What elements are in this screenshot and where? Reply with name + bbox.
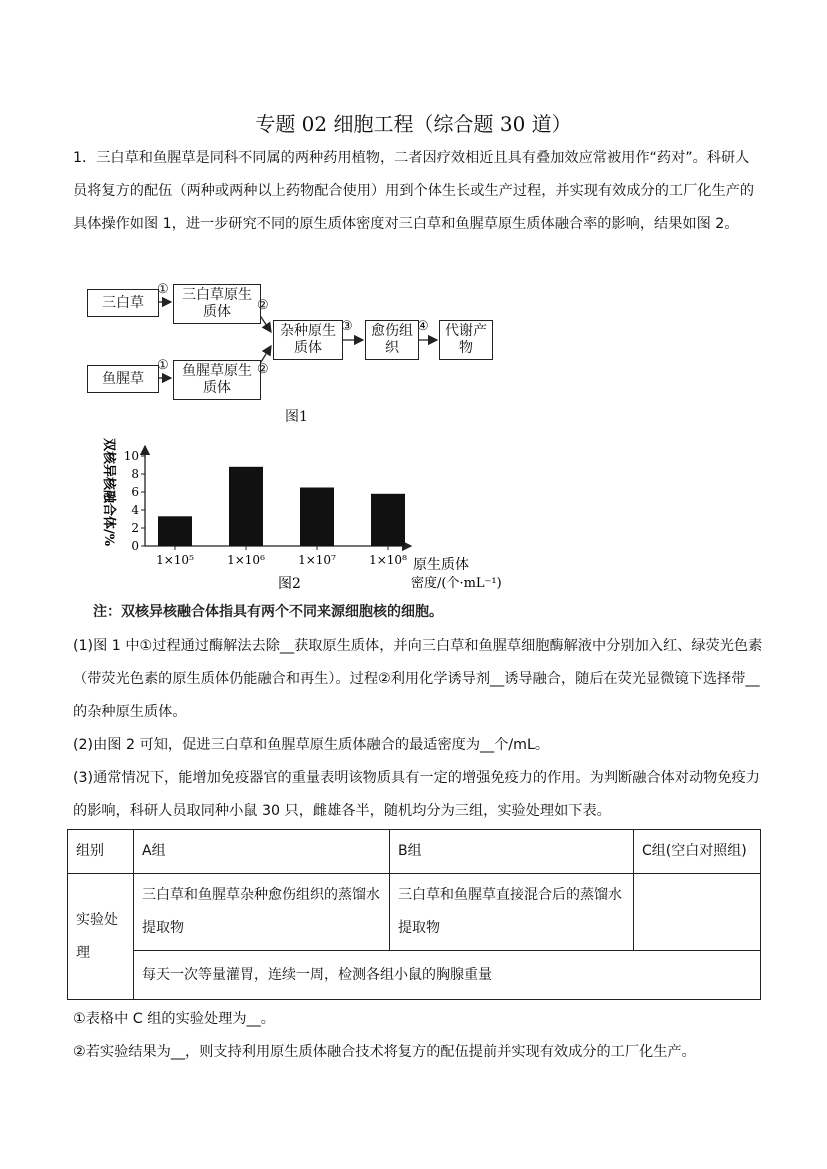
table-row bbox=[68, 874, 761, 951]
question-1-part-1: (1)图 1 中①过程通过酶解法去除__获取原生质体，并向三白草和鱼腥草细胞酶解液中分别加入红、绿荧光色素（带荧光色素的原生质体仍能融合和再生）。过程②利用化学诱导剂__诱导融合，随后在荧光显微镜下选择带__的杂种原生质体。 bbox=[73, 638, 763, 720]
y-tick-label: 6 bbox=[131, 485, 139, 499]
step-2-label: ② bbox=[257, 362, 269, 377]
bar-3 bbox=[300, 488, 334, 547]
cell-common-treatment: 每天一次等量灌胃，连续一周，检测各组小鼠的胸腺重量 bbox=[134, 951, 761, 1000]
row-label-treatment: 实验处理 bbox=[68, 874, 134, 1000]
step-4-label: ④ bbox=[417, 319, 429, 334]
y-axis-label: 双核异核融合体/% bbox=[101, 438, 116, 547]
y-tick-label: 10 bbox=[123, 449, 139, 463]
header-group-c: C组(空白对照组) bbox=[634, 830, 761, 874]
x-axis-label-line-1: 原生质体 bbox=[413, 557, 469, 573]
cell-a-treatment: 三白草和鱼腥草杂种愈伤组织的蒸馏水提取物 bbox=[134, 874, 390, 951]
cell-b-treatment: 三白草和鱼腥草直接混合后的蒸馏水提取物 bbox=[390, 874, 634, 951]
table-row bbox=[68, 830, 761, 874]
box-hybrid-protoplast: 杂种原生质体 bbox=[273, 320, 343, 360]
box-metabolite: 代谢产物 bbox=[439, 320, 493, 360]
figure-1-caption: 图1 bbox=[285, 409, 308, 425]
step-1-label: ① bbox=[157, 358, 169, 373]
box-sanbaicao: 三白草 bbox=[87, 289, 159, 317]
step-2-label: ② bbox=[257, 298, 269, 313]
x-tick-label: 1×10⁷ bbox=[298, 553, 336, 567]
x-tick-label: 1×10⁵ bbox=[156, 553, 194, 567]
bar-4 bbox=[371, 494, 405, 546]
question-1-part-2: (2)由图 2 可知，促进三白草和鱼腥草原生质体融合的最适密度为__个/mL。 bbox=[73, 737, 550, 753]
box-yuxingcao-protoplast: 鱼腥草原生质体 bbox=[173, 360, 261, 400]
x-tick-label: 1×10⁸ bbox=[369, 553, 407, 567]
cell-c-treatment bbox=[634, 874, 761, 951]
header-group-b: B组 bbox=[390, 830, 634, 874]
question-1-part-3: (3)通常情况下，能增加免疫器官的重量表明该物质具有一定的增强免疫力的作用。为判断融合体对动物免疫力的影响，科研人员取同种小鼠 30 只，雌雄各半，随机均分为三组，实验处理如下表。 bbox=[73, 770, 760, 819]
page-title: 专题 02 细胞工程（综合题 30 道） bbox=[255, 112, 572, 136]
y-tick-label: 0 bbox=[131, 539, 139, 553]
figure-2-caption: 图2 bbox=[278, 576, 301, 592]
y-tick-label: 8 bbox=[131, 467, 139, 481]
x-axis-label-line-2: 密度/(个·mL⁻¹) bbox=[411, 576, 502, 591]
figure-1-flow-diagram bbox=[85, 282, 505, 428]
bar-2 bbox=[229, 467, 263, 546]
figure-2-bar-chart bbox=[95, 432, 515, 602]
bar-1 bbox=[158, 516, 192, 546]
header-group-a: A组 bbox=[134, 830, 390, 874]
y-tick-label: 2 bbox=[131, 521, 139, 535]
experiment-table bbox=[67, 829, 761, 1000]
step-1-label: ① bbox=[157, 282, 169, 297]
box-callus: 愈伤组织 bbox=[365, 320, 419, 360]
table-row bbox=[68, 951, 761, 1000]
header-group: 组别 bbox=[68, 830, 134, 874]
box-yuxingcao: 鱼腥草 bbox=[87, 365, 159, 393]
step-3-label: ③ bbox=[341, 319, 353, 334]
box-sanbaicao-protoplast: 三白草原生质体 bbox=[173, 284, 261, 324]
question-1-sub-2: ②若实验结果为__，则支持利用原生质体融合技术将复方的配伍提前并实现有效成分的工厂化生产。 bbox=[73, 1044, 696, 1060]
question-1-intro: 1．三白草和鱼腥草是同科不同属的两种药用植物，二者因疗效相近且具有叠加效应常被用作“药对”。科研人员将复方的配伍（两种或两种以上药物配合使用）用到个体生长或生产过程，并实现有效成分的工厂化生产的具体操作如图 1，进一步研究不同的原生质体密度对三白草和鱼腥草原生质体融合率的影响，结果如图 2。 bbox=[73, 150, 755, 232]
x-tick-label: 1×10⁶ bbox=[227, 553, 265, 567]
figure-note: 注：双核异核融合体指具有两个不同来源细胞核的细胞。 bbox=[93, 604, 443, 620]
question-1-sub-1: ①表格中 C 组的实验处理为__。 bbox=[73, 1011, 275, 1027]
y-tick-label: 4 bbox=[131, 503, 139, 517]
